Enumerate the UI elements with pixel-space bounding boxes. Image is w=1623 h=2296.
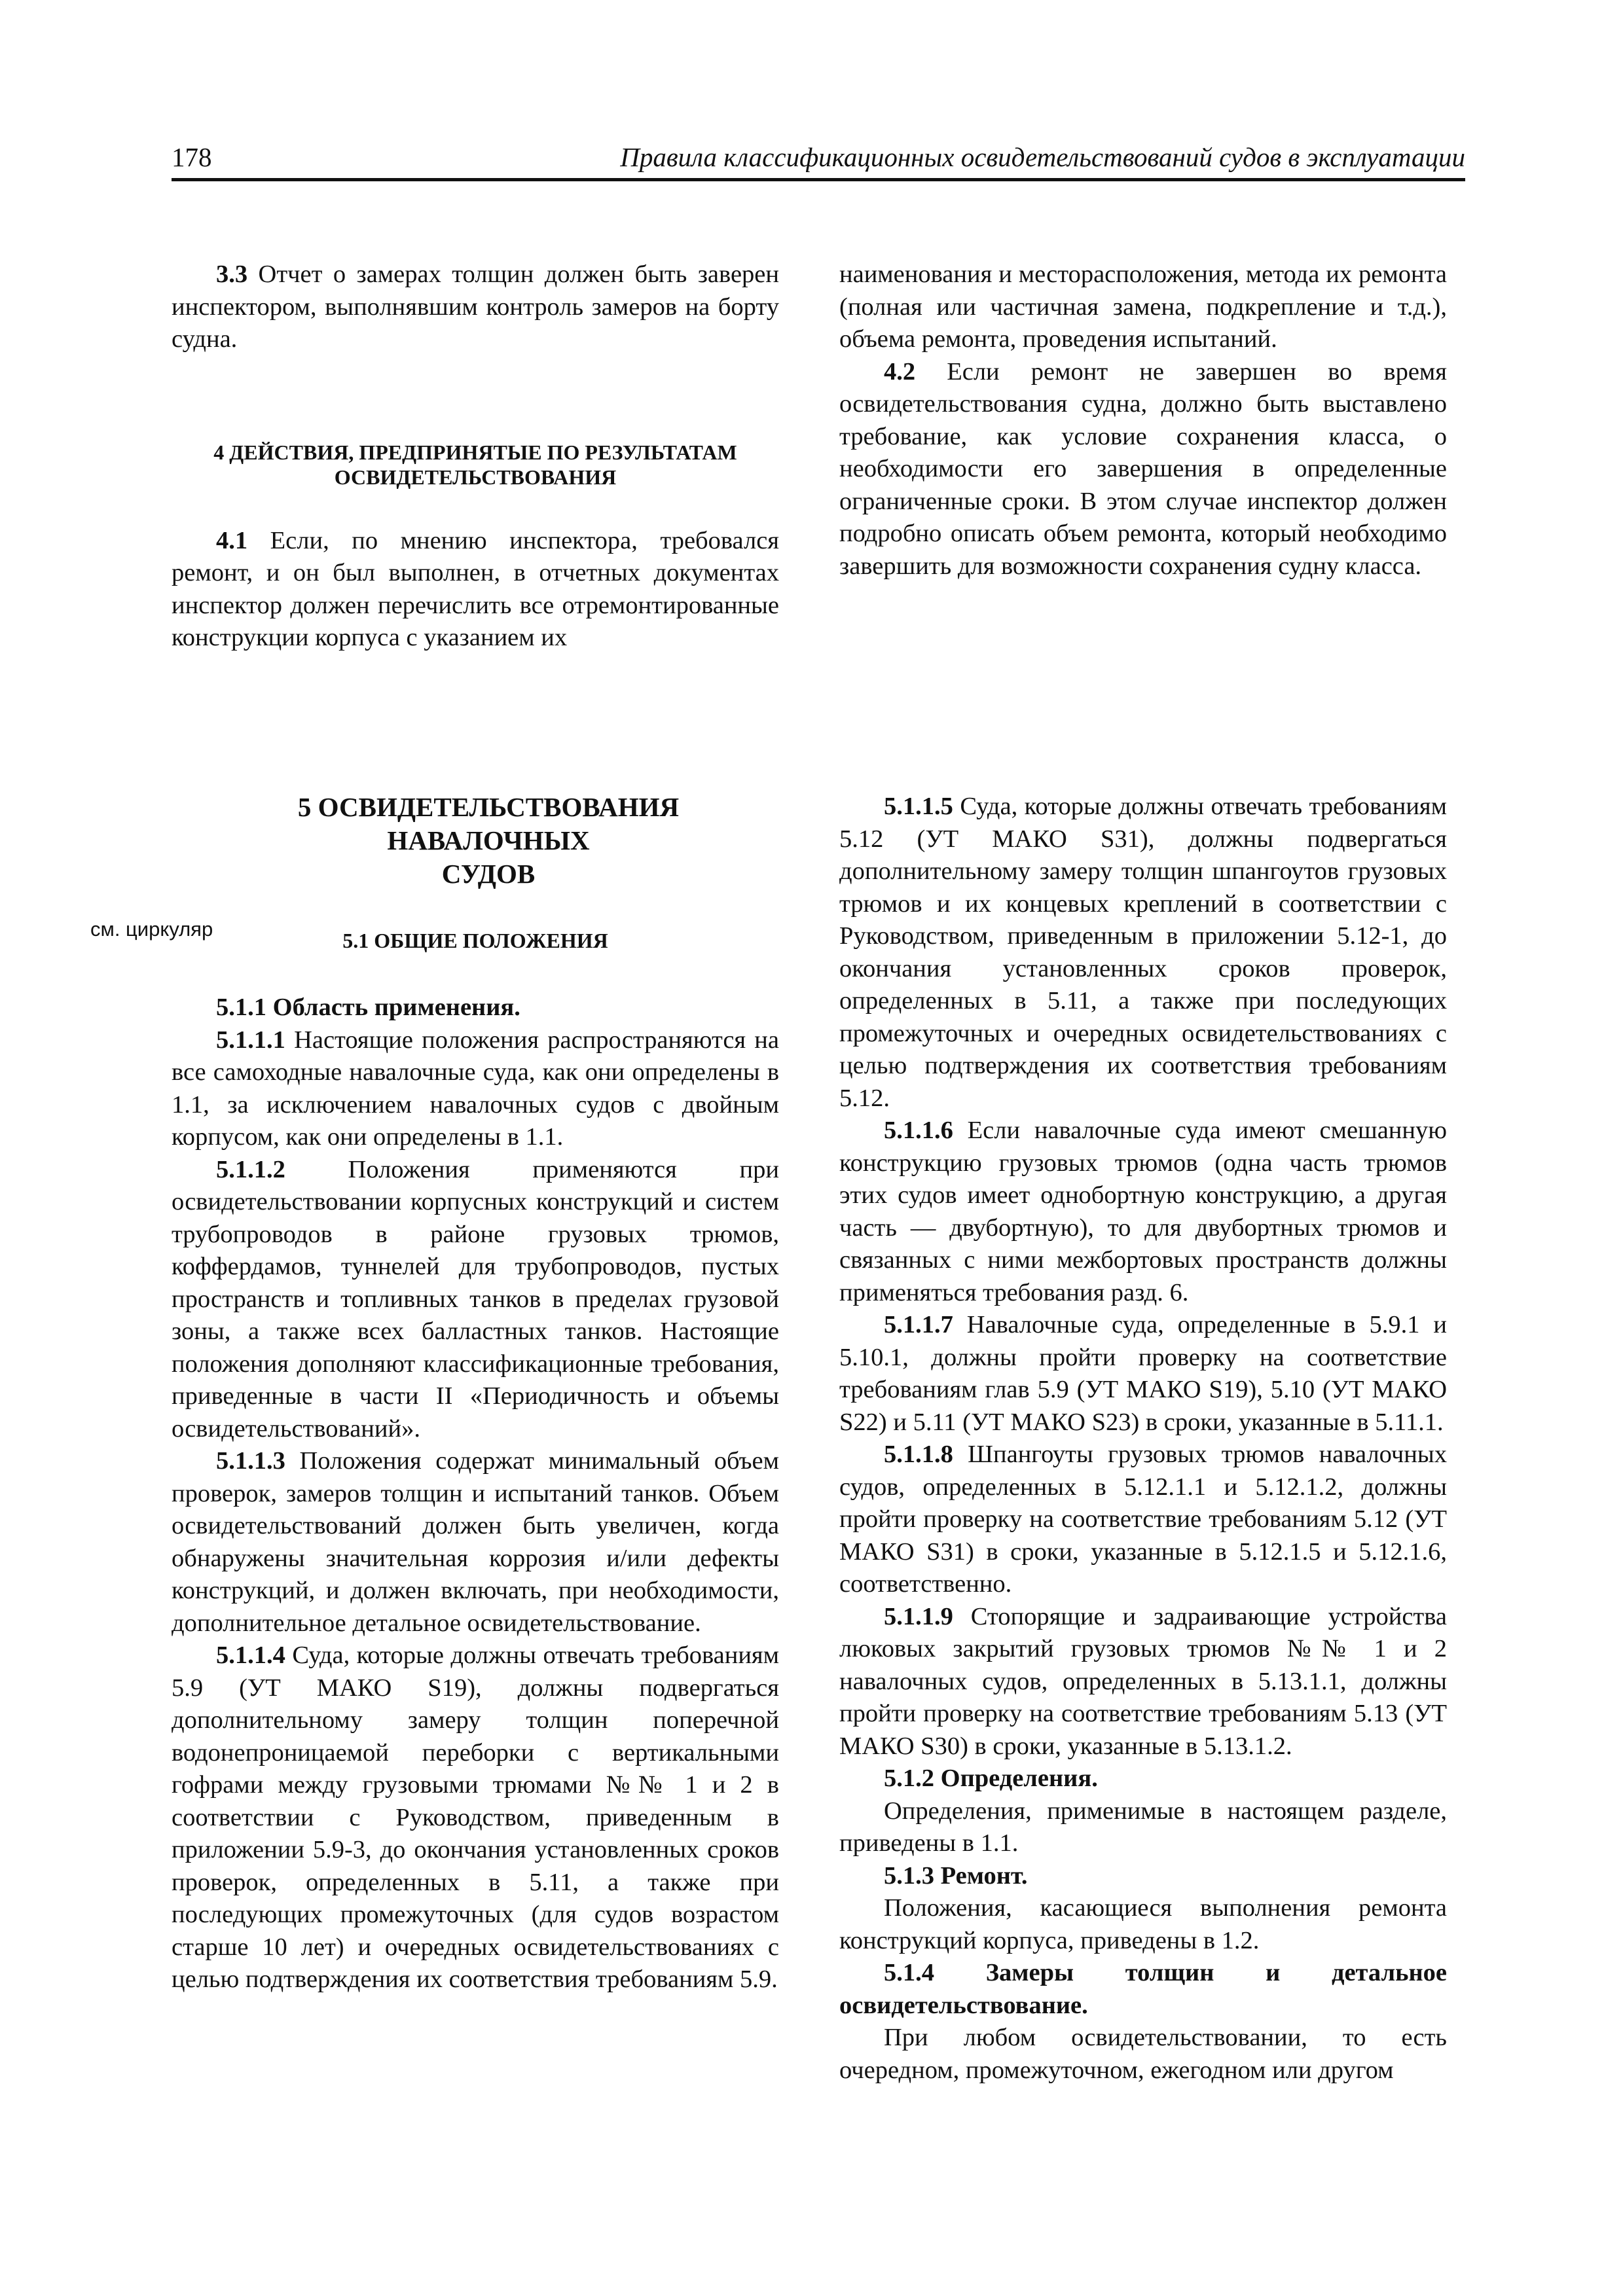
paragraph-5-1-1-8: 5.1.1.8 Шпангоуты грузовых трюмов навалочных судов, определенных в 5.12.1.1 и 5.12.1.2, должны пройти проверку на соответствие требованиям 5.12 (УТ МАКО S31) в сроки, указанные в 5.12.1.5 и 5.12.1.6, соответственно.	[839, 1441, 1447, 1598]
paragraph-5-1-1-6: 5.1.1.6 Если навалочные суда имеют смешанную конструкцию грузовых трюмов (одна часть трюмов этих судов имеет однобортную конструкцию, а другая часть — двубортную), то для двубортных трюмов и связанных с ними межбортовых пространств должны применяться требования разд. 6.	[839, 1117, 1447, 1306]
paragraph-5-1-1-2: 5.1.1.2 Положения применяются при освидетельствовании корпусных конструкций и систем трубопроводов в районе грузовых трюмов, коффердамов, туннелей для трубопроводов, пустых пространств и топливных танков в пределах грузовой зоны, а также всех балластных танков. Настоящие положения дополняют классификационные требования, приведенные в части II «Периодичность и объемы освидетельствований».	[172, 1155, 779, 1443]
heading-5-1-2: 5.1.2 Определения.	[884, 1765, 1098, 1792]
page-number: 178	[172, 142, 212, 172]
section5-left-column	[172, 791, 779, 1996]
paragraph-5-1-3: Положения, касающиеся выполнения ремонта конструкций корпуса, приведены в 1.2.	[839, 1894, 1447, 1954]
paragraph-5-1-1-9: 5.1.1.9 Стопорящие и задраивающие устройства люковых закрытий грузовых трюмов №№ 1 и 2 навалочных судов, определенных в 5.13.1.1, должны пройти проверку на соответствие требованиям 5.13 (УТ МАКО S30) в сроки, указанные в 5.13.1.2.	[839, 1602, 1447, 1760]
paragraph-5-1-1-5: 5.1.1.5 Суда, которые должны отвечать требованиям 5.12 (УТ МАКО S31), должны подвергаться дополнительному замеру толщин шпангоутов грузовых трюмов и их концевых креплений в соответствии с Руководством, приведенным в приложении 5.12-1, до окончания установленных сроков проверок, определенных в 5.11, а также при последующих промежуточных и очередных освидетельствованиях с целью подтверждения их соответствия требованиям 5.12.	[839, 793, 1447, 1112]
heading-5-1-3: 5.1.3 Ремонт.	[884, 1861, 1028, 1890]
section5-right-column	[839, 791, 1447, 2087]
paragraph-5-1-1-3: 5.1.1.3 Положения содержат минимальный объем проверок, замеров толщин и испытаний танков. Объем освидетельствований должен быть увеличен, когда обнаружены значительная коррозия и/или дефекты конструкций, и должен включать, при необходимости, дополнительное детальное освидетельствование.	[172, 1447, 779, 1637]
paragraph-3-3: 3.3 Отчет о замерах толщин должен быть заверен инспектором, выполнявшим контроль замеров на борту судна.	[172, 260, 779, 353]
subsection-5-1-heading: 5.1 ОБЩИЕ ПОЛОЖЕНИЯ	[342, 929, 608, 952]
paragraph-5-1-1-7: 5.1.1.7 Навалочные суда, определенные в 5.9.1 и 5.10.1, должны пройти проверку на соответствие требованиям глав 5.9 (УТ МАКО S19), 5.10 (УТ МАКО S22) и 5.11 (УТ МАКО S23) в сроки, указанные в 5.11.1.	[839, 1311, 1447, 1436]
paragraph-5-1-1-4: 5.1.1.4 Суда, которые должны отвечать требованиям 5.9 (УТ МАКО S19), должны подвергаться дополнительному замеру толщин поперечной водонепроницаемой переборки с вертикальными гофрами между грузовыми трюмами №№ 1 и 2 в соответствии с Руководством, приведенным в приложении 5.9-3, до окончания установленных сроков проверок, определенных в 5.11, а также при последующих промежуточных (для судов возрастом старше 10 лет) и очередных освидетельствованиях с целью подтверждения их соответствия требованиям 5.9.	[172, 1641, 779, 1993]
heading-5-1-1: 5.1.1 Область применения.	[216, 994, 520, 1021]
top-left-column	[172, 259, 779, 655]
running-header	[172, 139, 1465, 181]
paragraph-5-1-4: При любом освидетельствовании, то есть очередном, промежуточном, ежегодном или другом	[839, 2024, 1447, 2084]
top-right-column	[839, 259, 1447, 583]
chapter-5-heading: 5 ОСВИДЕТЕЛЬСТВОВАНИЯ НАВАЛОЧНЫХ СУДОВ	[297, 792, 680, 889]
paragraph-4-1: 4.1 Если, по мнению инспектора, требовался ремонт, и он был выполнен, в отчетных документах инспектор должен перечислить все отремонтированные конструкции корпуса с указанием их	[172, 526, 779, 651]
paragraph-5-1-2: Определения, применимые в настоящем разделе, приведены в 1.1.	[839, 1797, 1447, 1857]
section-4-heading: 4 ДЕЙСТВИЯ, ПРЕДПРИНЯТЫЕ ПО РЕЗУЛЬТАТАМ ОСВИДЕТЕЛЬСТВОВАНИЯ	[213, 440, 737, 489]
paragraph-4-1-continued: наименования и месторасположения, метода их ремонта (полная или частичная замена, подкрепление и т.д.), объема ремонта, проведения испытаний.	[839, 260, 1447, 353]
margin-note: см. циркуляр	[90, 918, 213, 941]
paragraph-5-1-1-1: 5.1.1.1 Настоящие положения распространяются на все самоходные навалочные суда, как они определены в 1.1, за исключением навалочных судов с двойным корпусом, как они определены в 1.1.	[172, 1026, 779, 1151]
heading-5-1-4: 5.1.4 Замеры толщин и детальное освидетельствование.	[839, 1959, 1447, 2019]
paragraph-4-2: 4.2 Если ремонт не завершен во время освидетельствования судна, должно быть выставлено требование, как условие сохранения класса, о необходимости его завершения в определенные ограниченные сроки. В этом случае инспектор должен подробно описать объем ремонта, который необходимо завершить для возможности сохранения судну класса.	[839, 357, 1447, 580]
running-title: Правила классификационных освидетельствований судов в эксплуатации	[620, 142, 1465, 172]
